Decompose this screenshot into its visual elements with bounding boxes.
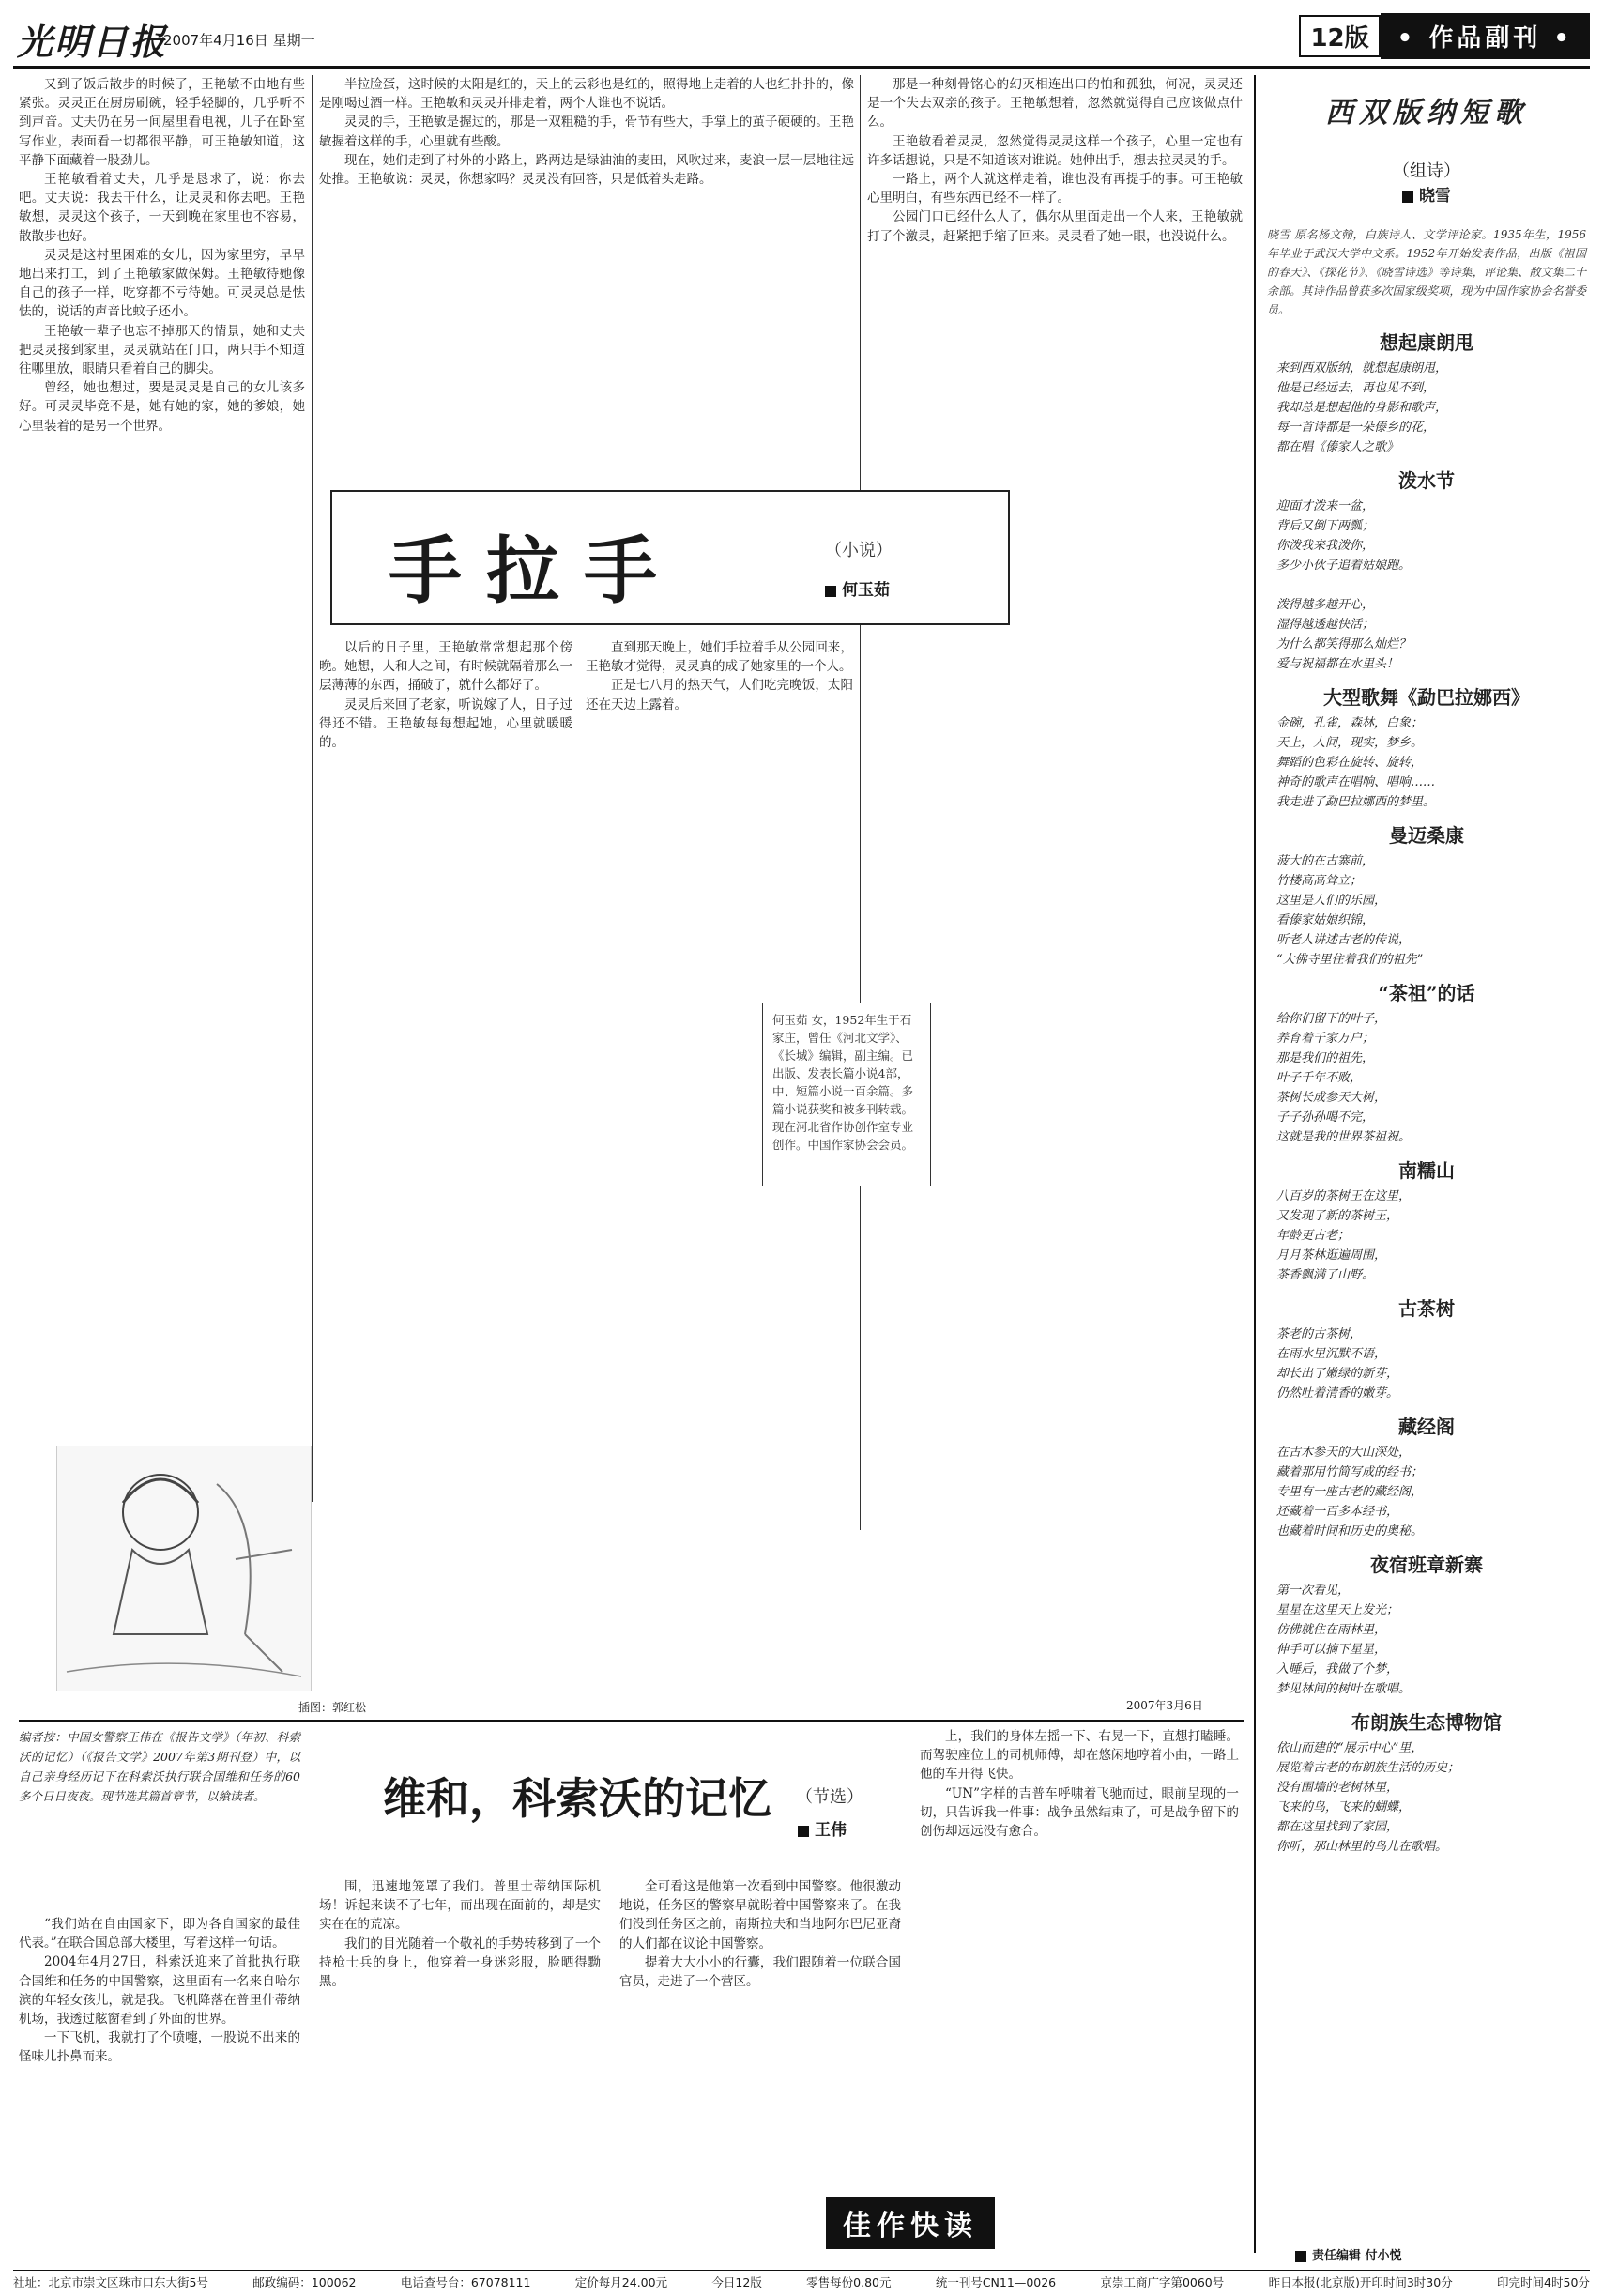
story-paragraph: 一路上，两个人就这样走着，谁也没有再提手的事。可王艳敏心里明白，有些东西已经不一样了。 (867, 172, 1243, 207)
poem-title: “茶祖”的话 (1378, 982, 1475, 1004)
memoir-paragraph: 一下飞机，我就打了个喷嚏，一股说不出来的怪味儿扑鼻而来。 (19, 2030, 300, 2065)
memoir-paragraph: 提着大大小小的行囊，我们跟随着一位联合国官员，走进了一个营区。 (619, 1954, 901, 1990)
poem-body (1267, 1738, 1586, 1857)
poem-line: 来到西双版纳，就想起康朗甩， (1276, 361, 1448, 375)
poem-line: 为什么都笑得那么灿烂？ (1276, 637, 1412, 651)
poem-line: 飞来的鸟，飞来的蝴蝶， (1276, 1800, 1412, 1814)
story-column-2 (319, 75, 854, 338)
story-paragraph: 灵灵的手，王艳敏是握过的，那是一双粗糙的手，骨节有些大，手掌上的茧子硬硬的。王艳敏握着这样的手，心里就有些酸。 (319, 115, 854, 149)
poem-title: 藏经阁 (1398, 1416, 1455, 1438)
poem-line: 梦见林间的树叶在歌唱。 (1276, 1682, 1412, 1696)
footer-print-start: 昨日本报(北京版)开印时间3时30分 (1268, 2275, 1453, 2289)
poem-line: 都在这里找到了家园， (1276, 1820, 1399, 1834)
poem-line: 你听，那山林里的鸟儿在歌唱。 (1276, 1840, 1448, 1854)
story-paragraph: 灵灵后来回了老家，听说嫁了人，日子过得还不错。王艳敏每每想起她，心里就暖暖的。 (319, 696, 572, 751)
poem-line: 看傣家姑娘织锦， (1276, 913, 1375, 927)
poem-title: 夜宿班章新寨 (1370, 1554, 1483, 1576)
poem-line: 星星在这里天上发光； (1276, 1603, 1399, 1617)
poem-column (1267, 94, 1586, 2253)
poem-line: 这里是人们的乐园， (1276, 894, 1387, 908)
poem-line: 那是我们的祖先， (1276, 1051, 1375, 1065)
story-date: 2007年3月6日 (1126, 1699, 1203, 1712)
memoir-paragraph: 全可看这是他第一次看到中国警察。他很激动地说，任务区的警察早就盼着中国警察来了。在我们没到任务区之前，南斯拉夫和当地阿尔巴尼亚裔的人们都在议论中国警察。 (619, 1879, 901, 1952)
story-paragraph: 王艳敏看着丈夫，几乎是恳求了，说：你去吧。丈夫说：我去干什么，让灵灵和你去吧。王艳敏想，灵灵这个孩子，一天到晚在家里也不容易，散散步也好。 (19, 172, 305, 244)
memoir-title: 维和，科索沃的记忆 (383, 1773, 771, 1824)
story-paragraph: 曾经，她也想过，要是灵灵是自己的女儿该多好。可灵灵毕竟不是，她有她的家，她的爹娘，她心里装着的是另一个世界。 (19, 380, 305, 434)
story-paragraph: 半拉脸蛋，这时候的太阳是红的，天上的云彩也是红的，照得地上走着的人也红扑扑的，像是刚喝过酒一样。王艳敏和灵灵并排走着，两个人谁也不说话。 (319, 77, 854, 112)
poem-line: 给你们留下的叶子， (1276, 1012, 1387, 1026)
poem-body (1267, 359, 1586, 457)
story-column-3 (867, 75, 1243, 1521)
issue-date: 2007年4月16日 星期一 (163, 32, 315, 49)
footer-issn: 统一刊号CN11—0026 (935, 2275, 1057, 2289)
memoir-author: 王伟 (798, 1816, 847, 1840)
poem-body (1267, 851, 1586, 970)
poem-line: 我走进了勐巴拉娜西的梦里。 (1276, 795, 1436, 809)
poem-line: 展览着古老的布朗族生活的历史； (1276, 1761, 1460, 1775)
memoir-paragraph: 上，我们的身体左摇一下、右晃一下，直想打瞌睡。而驾驶座位上的司机师傅，却在悠闲地哼着小曲，一路上他的车开得飞快。 (920, 1729, 1239, 1783)
memoir-column-2 (319, 1877, 601, 2253)
footer-postcode: 邮政编码：100062 (252, 2275, 357, 2289)
memoir-genre: （节选） (796, 1787, 863, 1807)
poem-line: 养育着千家万户； (1276, 1032, 1375, 1046)
poem-line: 泼得越多越开心， (1276, 598, 1375, 612)
author-bio-box: 何玉茹 女，1952年生于石家庄，曾任《河北文学》、《长城》编辑，副主编。已出版、发表长篇小说4部，中、短篇小说一百余篇。多篇小说获奖和被多刊转载。现在河北省作协创作室专业创作。中国作家协会会员。 (762, 1003, 931, 1186)
footer-address: 社址：北京市崇文区珠市口东大街5号 (13, 2275, 208, 2289)
footer-phone: 电话查号台：67078111 (400, 2275, 531, 2289)
footer (13, 2270, 1590, 2290)
poem-line: 没有围墙的老树林里， (1276, 1781, 1399, 1795)
footer-pages: 今日12版 (711, 2275, 762, 2289)
poem-title: 布朗族生态博物馆 (1351, 1711, 1502, 1734)
memoir-paragraph: 我们的目光随着一个敬礼的手势转移到了一个持枪士兵的身上，他穿着一身迷彩服，脸晒得黝黑。 (319, 1936, 601, 1990)
jiazuo-label: 佳作快读 (826, 2197, 995, 2249)
editor-note: 编者按：中国女警察王伟在《报告文学》（年初、科索沃的记忆）（《报告文学》2007年第3期刊登）中，以自己亲身经历记下在科索沃执行联合国维和任务的60多个日日夜夜。现节选其篇首章节，以飨读者。 (19, 1730, 300, 1803)
poem-line: 爱与祝福都在水里头！ (1276, 657, 1399, 671)
story-paragraph: 王艳敏看着灵灵，忽然觉得灵灵这样一个孩子，心里一定也有许多话想说，只是不知道该对谁说。她伸出手，想去拉灵灵的手。 (867, 133, 1243, 168)
story-paragraph: 灵灵是这村里困难的女儿，因为家里穷，早早地出来打工，到了王艳敏家做保姆。王艳敏待她像自己的孩子一样，吃穿都不亏待她。可灵灵总是怯怯的，说话的声音比蚊子还小。 (19, 247, 305, 320)
poem-line: 茶香飘满了山野。 (1276, 1268, 1375, 1282)
footer-price: 定价每月24.00元 (574, 2275, 668, 2289)
poet-name: 晓雪 (1267, 186, 1586, 207)
story-column-4 (319, 638, 572, 1539)
memoir-paragraph: “UN”字样的吉普车呼啸着飞驰而过，眼前呈现的一切，只告诉我一件事：战争虽然结束了，可是战争留下的创伤却远远没有愈合。 (920, 1785, 1239, 1840)
poet-bio: 晓雪 原名杨文翰，白族诗人、文学评论家。1935年生，1956年毕业于武汉大学中文系。1952年开始发表作品，出版《祖国的春天》、《探花节》、《晓雪诗选》等诗集，评论集、散文集二十余部。其诗作品曾获多次国家级奖项，现为中国作家协会名誉委员。 (1267, 228, 1586, 316)
poem-line: 背后又倒下两瓢； (1276, 519, 1375, 533)
poem-list (1267, 332, 1586, 1857)
poem-line: 专里有一座古老的藏经阁， (1276, 1485, 1424, 1499)
poem-line: 金碗，孔雀，森林，白象； (1276, 716, 1424, 730)
story-paragraph: 正是七八月的热天气，人们吃完晚饭，太阳还在天边上露着。 (586, 678, 853, 712)
masthead (13, 9, 1590, 69)
story-title: 手拉手 (389, 528, 682, 614)
page-number: 12版 (1299, 15, 1380, 57)
story-paragraph: 公园门口已经什么人了，偶尔从里面走出一个人来，王艳敏就打了个激灵，赶紧把手缩了回来。灵灵看了她一眼，也没说什么。 (867, 209, 1243, 244)
poem-line: 又发现了新的茶树王， (1276, 1209, 1399, 1223)
column-divider (860, 75, 861, 1530)
poem-series-title: 西双版纳短歌 (1325, 97, 1528, 130)
poem-line: 子子孙孙喝不完， (1276, 1110, 1375, 1125)
memoir-column-4 (920, 1727, 1239, 2253)
memoir-paragraph: 围，迅速地笼罩了我们。普里士蒂纳国际机场！诉起来读不了七年，而出现在面前的，却是实实在在的荒凉。 (319, 1879, 601, 1933)
memoir-paragraph: 2004年4月27日，科索沃迎来了首批执行联合国维和任务的中国警察，这里面有一名来自哈尔滨的年轻女孩儿，就是我。飞机降落在普里什蒂纳机场，我透过舷窗看到了外面的世界。 (19, 1954, 300, 2028)
poem-line: 藏着那用竹简写成的经书； (1276, 1465, 1424, 1479)
poem-line: 在雨水里沉默不语， (1276, 1347, 1387, 1361)
story-author: 何玉茹 (825, 576, 890, 600)
poem-line: 也藏着时间和历史的奥秘。 (1276, 1524, 1424, 1538)
story-paragraph: 那是一种刻骨铭心的幻灭相连出口的怕和孤独，何况，灵灵还是一个失去双亲的孩子。王艳敏想着，忽然就觉得自己应该做点什么。 (867, 77, 1243, 130)
poem-line: 茶树长成参天大树， (1276, 1091, 1387, 1105)
poem-title: 泼水节 (1398, 469, 1455, 492)
section-divider (19, 1720, 1244, 1722)
poem-series-sub: （组诗） (1393, 161, 1460, 181)
poem-line: 竹楼高高耸立； (1276, 874, 1363, 888)
poem-body (1267, 497, 1586, 674)
poem-line: 听老人讲述古老的传说， (1276, 933, 1412, 947)
editor-credit: 责任编辑 付小悦 (1295, 2245, 1402, 2263)
poem-line: 入睡后，我做了个梦， (1276, 1662, 1399, 1676)
footer-retail: 零售每份0.80元 (806, 2275, 892, 2289)
footer-print-end: 印完时间4时50分 (1497, 2275, 1590, 2289)
poem-title: 古茶树 (1398, 1297, 1455, 1320)
right-column-border (1254, 75, 1256, 2253)
story-column-1 (19, 75, 305, 1370)
poem-line: 湿得越透越快活； (1276, 618, 1375, 632)
poem-line: 仿佛就住在雨林里， (1276, 1623, 1387, 1637)
section-name: • 作品副刊 • (1381, 13, 1590, 59)
poem-line: 月月茶林逛遍周围， (1276, 1248, 1387, 1263)
poem-line: 伸手可以摘下星星， (1276, 1643, 1387, 1657)
poem-title: 南糯山 (1398, 1159, 1455, 1182)
illustration-credit: 插图：郭红松 (298, 1701, 367, 1714)
poem-body (1267, 1186, 1586, 1285)
memoir-paragraph: “我们站在自由国家下，即为各自国家的最佳代表。”在联合国总部大楼里，写着这样一句话。 (19, 1917, 300, 1952)
story-genre: （小说） (825, 541, 893, 560)
poem-line: 茶老的古茶树， (1276, 1327, 1363, 1341)
story-illustration (56, 1446, 312, 1691)
poem-line (1276, 575, 1586, 595)
poem-body (1267, 1443, 1586, 1541)
poem-body (1267, 1009, 1586, 1147)
poem-body (1267, 1581, 1586, 1699)
poem-line: 迎面才泼来一盆， (1276, 499, 1375, 513)
poem-line: 他是已经远去，再也见不到， (1276, 381, 1436, 395)
poem-line: 菠大的在古寨前， (1276, 854, 1375, 868)
poem-line: 还藏着一百多本经书， (1276, 1505, 1399, 1519)
poem-line: “大佛寺里住着我们的祖先” (1276, 953, 1424, 967)
poem-line: 每一首诗都是一朵傣乡的花， (1276, 421, 1436, 435)
poem-line: 叶子千年不败， (1276, 1071, 1363, 1085)
poem-body (1267, 713, 1586, 812)
poem-line: 年龄更古老； (1276, 1229, 1351, 1243)
poem-line: 第一次看见， (1276, 1584, 1351, 1598)
story-paragraph: 又到了饭后散步的时候了，王艳敏不由地有些紧张。灵灵正在厨房刷碗，轻手轻脚的，几乎听不到声音。丈夫仍在另一间屋里看电视，儿子在卧室写作业，表面看一切都很平静，可王艳敏知道，这平静下面藏着一股劲儿。 (19, 77, 305, 168)
poem-title: 想起康朗甩 (1380, 331, 1473, 354)
poem-line: 天上，人间，现实，梦乡。 (1276, 736, 1424, 750)
page-indicator (1299, 13, 1590, 59)
poem-line: 我却总是想起他的身影和歌声， (1276, 401, 1448, 415)
column-divider (312, 75, 313, 1502)
poem-line: 仍然吐着清香的嫩芽。 (1276, 1386, 1399, 1401)
poem-line: 这就是我的世界茶祖祝。 (1276, 1130, 1412, 1144)
poem-line: 舞蹈的色彩在旋转、旋转， (1276, 756, 1424, 770)
poem-body (1267, 1324, 1586, 1403)
girl-illustration (57, 1446, 311, 1691)
story-paragraph: 王艳敏一辈子也忘不掉那天的情景，她和丈夫把灵灵接到家里，灵灵就站在门口，两只手不知道往哪里放，眼睛只看着自己的脚尖。 (19, 323, 305, 377)
poem-line: 你泼我来我泼你， (1276, 539, 1375, 553)
memoir-column-1 (19, 1915, 300, 2253)
poem-title: 曼迈桑康 (1389, 824, 1464, 847)
poem-line: 神奇的歌声在唱响、唱响…… (1276, 775, 1436, 789)
poem-line: 在古木参天的大山深处， (1276, 1446, 1412, 1460)
poem-title: 大型歌舞《勐巴拉娜西》 (1323, 686, 1530, 709)
story-title-box (330, 490, 1010, 625)
story-paragraph: 以后的日子里，王艳敏常常想起那个傍晚。她想，人和人之间，有时候就隔着那么一层薄薄的东西，捅破了，就什么都好了。 (319, 640, 572, 694)
poem-line: 八百岁的茶树王在这里， (1276, 1189, 1412, 1203)
story-paragraph: 现在，她们走到了村外的小路上，路两边是绿油油的麦田，风吹过来，麦浪一层一层地往远处推。王艳敏说：灵灵，你想家吗？灵灵没有回答，只是低着头走路。 (319, 152, 854, 188)
poem-line: 依山而建的“展示中心”里， (1276, 1741, 1424, 1755)
story-paragraph: 直到那天晚上，她们手拉着手从公园回来，王艳敏才觉得，灵灵真的成了她家里的一个人。 (586, 640, 853, 675)
poem-line: 多少小伙子追着姑娘跑。 (1276, 559, 1412, 573)
poem-line: 都在唱《傣家人之歌》 (1276, 440, 1399, 454)
newspaper-logo: 光明日报 (17, 21, 168, 63)
poem-line: 却长出了嫩绿的新芽， (1276, 1367, 1399, 1381)
footer-license: 京崇工商广字第0060号 (1100, 2275, 1225, 2289)
